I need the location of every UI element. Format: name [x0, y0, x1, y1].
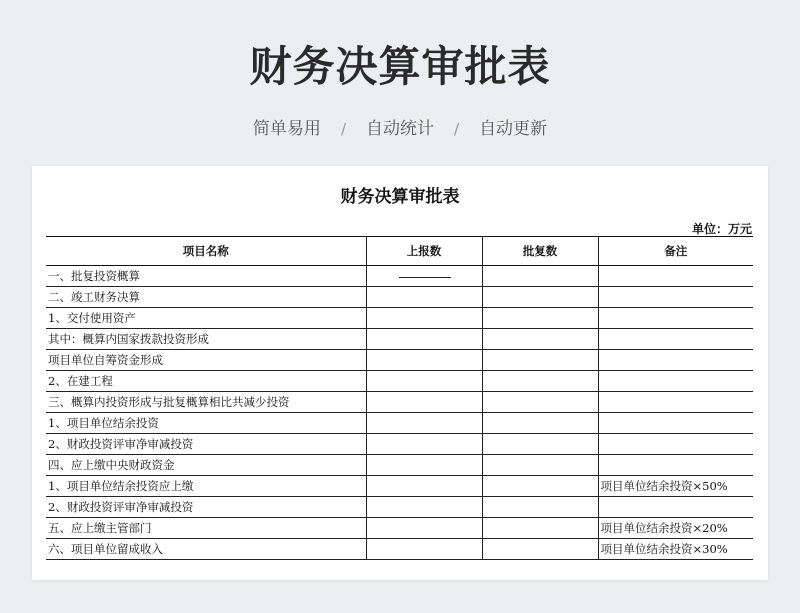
tagline-item-auto-stats: 自动统计: [366, 119, 434, 139]
not-applicable-dash: [399, 277, 451, 278]
tagline-separator: /: [340, 120, 346, 138]
item-name-cell[interactable]: 1、项目单位结余投资: [46, 413, 366, 434]
table-row: [46, 434, 753, 455]
approved-cell[interactable]: [482, 392, 598, 413]
unit-label: 单位：万元: [691, 222, 752, 236]
document-title: 财务决算审批表: [340, 187, 460, 207]
approved-cell[interactable]: [482, 371, 598, 392]
reported-cell[interactable]: [366, 518, 482, 539]
notes-cell[interactable]: 项目单位结余投资×20%: [598, 518, 753, 539]
notes-cell[interactable]: 项目单位结余投资×30%: [598, 539, 753, 560]
reported-cell[interactable]: [366, 308, 482, 329]
reported-cell[interactable]: [366, 434, 482, 455]
tagline-item-auto-update: 自动更新: [479, 119, 548, 139]
approved-cell[interactable]: [482, 287, 598, 308]
item-name-cell[interactable]: 二、竣工财务决算: [46, 287, 366, 308]
reported-cell[interactable]: [366, 392, 482, 413]
column-header-item-name: 项目名称: [46, 237, 366, 266]
item-name-cell[interactable]: 1、项目单位结余投资应上缴: [46, 476, 366, 497]
table-row: [46, 308, 753, 329]
table-row: [46, 518, 753, 539]
approved-cell[interactable]: [482, 518, 598, 539]
item-name-cell[interactable]: 2、财政投资评审净审减投资: [46, 497, 366, 518]
column-header-approved: 批复数: [482, 237, 598, 266]
page-title: 财务决算审批表: [249, 42, 551, 91]
item-name-cell[interactable]: 四、应上缴中央财政资金: [46, 455, 366, 476]
notes-cell[interactable]: [598, 371, 753, 392]
notes-cell[interactable]: [598, 413, 753, 434]
table-row: [46, 413, 753, 434]
table-row: [46, 371, 753, 392]
table-row: [46, 476, 753, 497]
document-sheet: [32, 166, 768, 580]
notes-cell[interactable]: [598, 392, 753, 413]
approved-cell[interactable]: [482, 434, 598, 455]
table-row: [46, 329, 753, 350]
approved-cell[interactable]: [482, 350, 598, 371]
approved-cell[interactable]: [482, 476, 598, 497]
item-name-cell[interactable]: 1、交付使用资产: [46, 308, 366, 329]
item-name-cell[interactable]: 2、在建工程: [46, 371, 366, 392]
table-row: [46, 287, 753, 308]
column-header-notes: 备注: [598, 237, 753, 266]
item-name-cell[interactable]: 项目单位自筹资金形成: [46, 350, 366, 371]
item-name-cell[interactable]: 五、应上缴主管部门: [46, 518, 366, 539]
item-name-cell[interactable]: 2、财政投资评审净审减投资: [46, 434, 366, 455]
item-name-cell[interactable]: 其中：概算内国家拨款投资形成: [46, 329, 366, 350]
notes-cell[interactable]: [598, 308, 753, 329]
reported-cell[interactable]: [366, 455, 482, 476]
notes-cell[interactable]: [598, 350, 753, 371]
table-row: [46, 497, 753, 518]
table-row: [46, 392, 753, 413]
reported-cell[interactable]: [366, 287, 482, 308]
approved-cell[interactable]: [482, 308, 598, 329]
reported-cell[interactable]: [366, 539, 482, 560]
approved-cell[interactable]: [482, 497, 598, 518]
reported-cell[interactable]: [366, 266, 482, 287]
notes-cell[interactable]: [598, 434, 753, 455]
notes-cell[interactable]: [598, 266, 753, 287]
approval-table: [46, 236, 753, 560]
reported-cell[interactable]: [366, 371, 482, 392]
item-name-cell[interactable]: 一、批复投资概算: [46, 266, 366, 287]
notes-cell[interactable]: [598, 287, 753, 308]
tagline: [0, 114, 800, 139]
item-name-cell[interactable]: 三、概算内投资形成与批复概算相比共减少投资: [46, 392, 366, 413]
reported-cell[interactable]: [366, 476, 482, 497]
item-name-cell[interactable]: 六、项目单位留成收入: [46, 539, 366, 560]
approved-cell[interactable]: [482, 455, 598, 476]
approved-cell[interactable]: [482, 266, 598, 287]
table-row: [46, 266, 753, 287]
notes-cell[interactable]: 项目单位结余投资×50%: [598, 476, 753, 497]
notes-cell[interactable]: [598, 329, 753, 350]
table-header-row: [46, 237, 753, 266]
notes-cell[interactable]: [598, 497, 753, 518]
table-row: [46, 350, 753, 371]
reported-cell[interactable]: [366, 329, 482, 350]
table-row: [46, 455, 753, 476]
tagline-item-simple: 简单易用: [252, 119, 321, 139]
approved-cell[interactable]: [482, 329, 598, 350]
reported-cell[interactable]: [366, 350, 482, 371]
tagline-separator: /: [454, 120, 460, 138]
reported-cell[interactable]: [366, 413, 482, 434]
approved-cell[interactable]: [482, 413, 598, 434]
column-header-reported: 上报数: [366, 237, 482, 266]
reported-cell[interactable]: [366, 497, 482, 518]
approved-cell[interactable]: [482, 539, 598, 560]
notes-cell[interactable]: [598, 455, 753, 476]
table-row: [46, 539, 753, 560]
